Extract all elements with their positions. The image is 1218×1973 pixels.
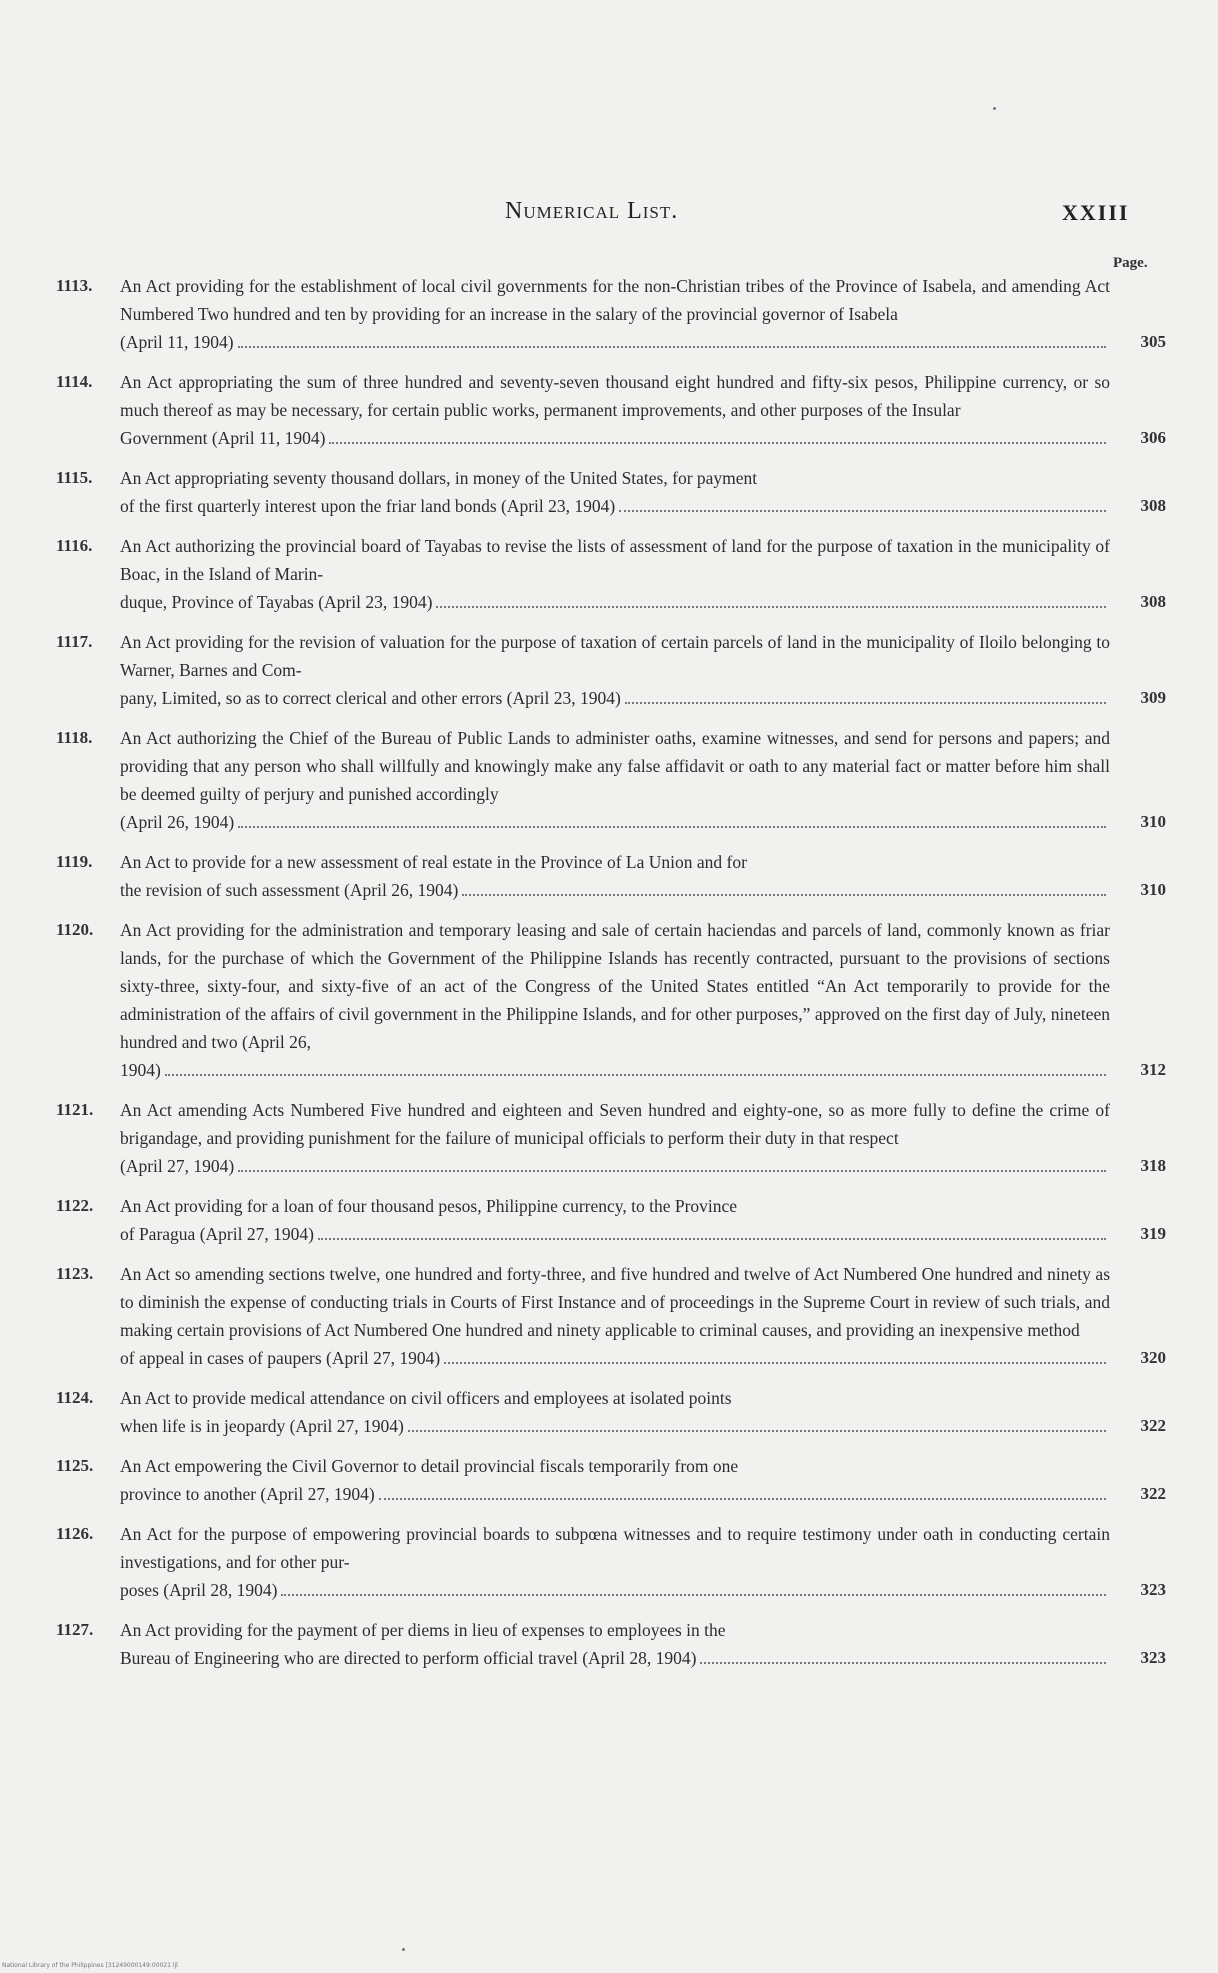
act-description [120,848,1110,904]
act-date: when life is in jeopardy (April 27, 1904) [120,1416,404,1436]
act-description [120,1520,1110,1604]
dot-leader [238,826,1106,828]
act-description [120,628,1110,712]
act-description [120,1452,1110,1508]
list-item [56,1520,1166,1604]
act-last-line [120,1576,1110,1604]
act-text: An Act appropriating the sum of three hundred and seventy-seven thousand eight hundred and fifty-six pesos, Philippine currency, or so much thereof as may be necessary, for certain public works, permanent improvements, and other purposes of the Insular [120,372,1110,420]
roman-page-number: XXIII [1062,200,1130,225]
act-last-line [120,1220,1110,1248]
act-text: An Act providing for the payment of per diems in lieu of expenses to employees in the [120,1620,726,1640]
act-page-number: 320 [1140,1348,1166,1367]
act-text: An Act providing for a loan of four thousand pesos, Philippine currency, to the Province [120,1196,738,1216]
act-description [120,1096,1110,1180]
act-text: An Act to provide medical attendance on civil officers and employees at isolated points [120,1388,732,1408]
act-page-number: 310 [1140,880,1166,899]
act-date: province to another (April 27, 1904) [120,1484,375,1504]
list-item [56,1616,1166,1672]
act-date: (April 11, 1904) [120,332,234,352]
dot-leader [281,1594,1106,1596]
act-text: An Act providing for the administration and temporary leasing and sale of certain haciendas and parcels of land, commonly known as friar lands, for the purchase of which the Government of the Philippine Islands has recently contracted, pursuant to the provisions of sections sixty-three, sixty-four, and sixty-five of an act of the Congress of the United States entitled “An Act temporarily to provide for the administration of the affairs of civil government in the Philippine Islands, and for other purposes,” approved on the first day of July, nineteen hundred and two (April 26, [120,920,1110,1052]
act-last-line [120,588,1110,616]
act-page-number: 323 [1140,1648,1166,1667]
dot-leader [444,1362,1106,1364]
scan-speck [993,107,996,110]
dot-leader [700,1662,1106,1664]
act-date: pany, Limited, so as to correct clerical and other errors (April 23, 1904) [120,688,621,708]
act-last-line [120,684,1110,712]
list-item [56,272,1166,356]
act-number: 1116. [56,536,93,555]
act-description [120,1260,1110,1372]
act-number: 1115. [56,468,93,487]
dot-leader [625,702,1106,704]
act-last-line [120,808,1110,836]
list-item [56,848,1166,904]
act-date: (April 26, 1904) [120,812,235,832]
act-last-line [120,1644,1110,1672]
page-column-label: Page. [1113,255,1148,271]
act-last-line [120,328,1110,356]
dot-leader [238,1170,1106,1172]
act-page-number: 322 [1140,1416,1166,1435]
dot-leader [165,1074,1106,1076]
list-item [56,628,1166,712]
act-description [120,1192,1110,1248]
act-date: Bureau of Engineering who are directed to perform official travel (April 28, 1904) [120,1648,697,1668]
list-item [56,368,1166,452]
act-text: An Act authorizing the Chief of the Bureau of Public Lands to administer oaths, examine witnesses, and send for persons and papers; and providing that any person who shall willfully and knowingly make any false affidavit or oath to any material fact or matter before him shall be deemed guilty of perjury and punished accordingly [120,728,1110,804]
act-number: 1113. [56,276,93,295]
act-page-number: 318 [1140,1156,1166,1175]
list-item [56,532,1166,616]
act-last-line [120,1152,1110,1180]
act-number: 1125. [56,1456,94,1475]
act-number: 1117. [56,632,93,651]
dot-leader [379,1498,1106,1500]
act-date: of Paragua (April 27, 1904) [120,1224,314,1244]
act-page-number: 323 [1140,1580,1166,1599]
act-text: An Act for the purpose of empowering provincial boards to subpœna witnesses and to require testimony under oath in conducting certain investigations, and for other pur- [120,1524,1110,1572]
list-item [56,1192,1166,1248]
page-title: Numerical List. [505,198,679,224]
act-number: 1124. [56,1388,94,1407]
scan-speck [402,1948,405,1951]
act-number: 1126. [56,1524,94,1543]
act-number: 1127. [56,1620,94,1639]
list-item [56,916,1166,1084]
act-number: 1119. [56,852,93,871]
act-date: (April 27, 1904) [120,1156,235,1176]
dot-leader [238,346,1106,348]
act-date: duque, Province of Tayabas (April 23, 1904) [120,592,433,612]
act-description [120,916,1110,1084]
act-date: Government (April 11, 1904) [120,428,326,448]
act-text: An Act so amending sections twelve, one hundred and forty-three, and five hundred and twelve of Act Numbered One hundred and ninety as to diminish the expense of conducting trials in Courts of First Instance and of proceedings in the Supreme Court in review of such trials, and making certain provisions of Act Numbered One hundred and ninety applicable to criminal causes, and providing an inexpensive method [120,1264,1110,1340]
dot-leader [329,442,1106,444]
act-text: An Act providing for the revision of valuation for the purpose of taxation of certain parcels of land in the municipality of Iloilo belonging to Warner, Barnes and Com- [120,632,1110,680]
library-footer: National Library of the Philippines [31249000149:00021 ljl [2,1962,178,1969]
act-text: An Act appropriating seventy thousand dollars, in money of the United States, for payment [120,468,758,488]
list-item [56,1260,1166,1372]
list-item [56,464,1166,520]
list-item [56,1096,1166,1180]
act-number: 1122. [56,1196,94,1215]
act-date: poses (April 28, 1904) [120,1580,278,1600]
act-date: of the first quarterly interest upon the friar land bonds (April 23, 1904) [120,496,616,516]
act-date: of appeal in cases of paupers (April 27, 1904) [120,1348,441,1368]
list-item [56,1452,1166,1508]
act-description [120,1616,1110,1672]
dot-leader [619,510,1106,512]
act-last-line [120,1480,1110,1508]
act-page-number: 308 [1140,592,1166,611]
act-date: the revision of such assessment (April 26, 1904) [120,880,459,900]
act-last-line [120,1056,1110,1084]
act-page-number: 319 [1140,1224,1166,1243]
act-text: An Act providing for the establishment of local civil governments for the non-Christian tribes of the Province of Isabela, and amending Act Numbered Two hundred and ten by providing for an increase in the salary of the provincial governor of Isabela [120,276,1110,324]
act-page-number: 308 [1140,496,1166,515]
act-date: 1904) [120,1060,161,1080]
act-text: An Act authorizing the provincial board of Tayabas to revise the lists of assessment of land for the purpose of taxation in the municipality of Boac, in the Island of Marin- [120,536,1110,584]
act-page-number: 310 [1140,812,1166,831]
act-page-number: 322 [1140,1484,1166,1503]
list-item [56,1384,1166,1440]
act-last-line [120,424,1110,452]
act-last-line [120,1412,1110,1440]
act-description [120,368,1110,452]
act-text: An Act empowering the Civil Governor to detail provincial fiscals temporarily from one [120,1456,739,1476]
act-description [120,1384,1110,1440]
act-description [120,724,1110,836]
act-number: 1118. [56,728,93,747]
act-list [56,272,1166,1684]
act-number: 1114. [56,372,93,391]
act-description [120,272,1110,356]
dot-leader [436,606,1106,608]
act-last-line [120,1344,1110,1372]
running-header [0,198,1218,230]
act-last-line [120,876,1110,904]
act-text: An Act amending Acts Numbered Five hundred and eighteen and Seven hundred and eighty-one, so as more fully to define the crime of brigandage, and providing punishment for the failure of municipal officials to perform their duty in that respect [120,1100,1110,1148]
act-text: An Act to provide for a new assessment of real estate in the Province of La Union and for [120,852,747,872]
act-description [120,464,1110,520]
act-last-line [120,492,1110,520]
act-page-number: 309 [1140,688,1166,707]
act-number: 1120. [56,920,94,939]
dot-leader [462,894,1106,896]
act-description [120,532,1110,616]
act-number: 1123. [56,1264,94,1283]
dot-leader [408,1430,1106,1432]
act-page-number: 306 [1140,428,1166,447]
dot-leader [318,1238,1106,1240]
act-page-number: 312 [1140,1060,1166,1079]
act-number: 1121. [56,1100,94,1119]
act-page-number: 305 [1140,332,1166,351]
list-item [56,724,1166,836]
